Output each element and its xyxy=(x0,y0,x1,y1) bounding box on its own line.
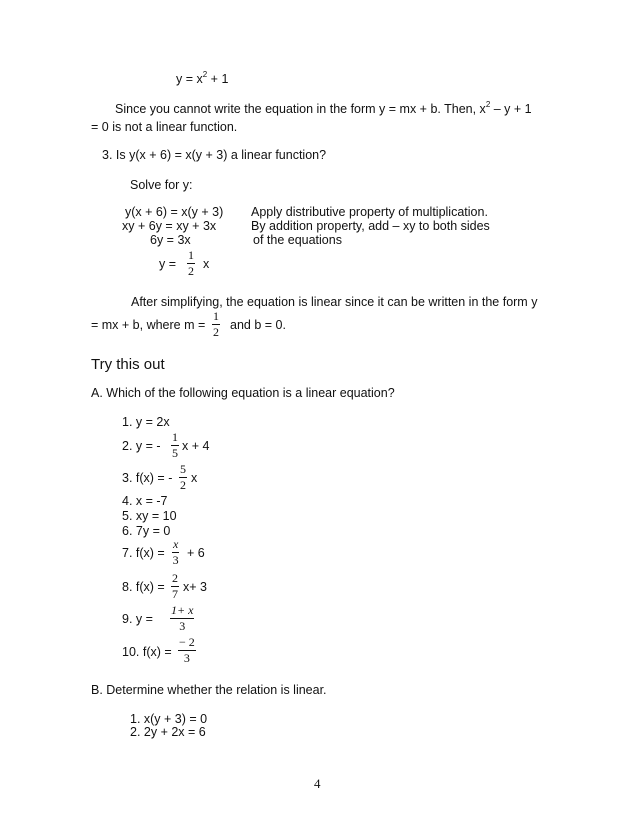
part-a-item-10-pre: 10. f(x) = xyxy=(122,645,172,659)
part-a-item-6: 6. 7y = 0 xyxy=(122,524,171,538)
part-a-item-7-post: + 6 xyxy=(187,546,205,560)
final-step-lhs: y = xyxy=(159,257,177,271)
paragraph-2-line-2b: and b = 0. xyxy=(230,318,286,332)
step-3-equation: 6y = 3x xyxy=(150,233,191,247)
page-number: 4 xyxy=(314,776,321,791)
paragraph-2-line-2a: = mx + b, where m = xyxy=(91,318,206,332)
step-1-equation: y(x + 6) = x(y + 3) xyxy=(125,205,224,219)
part-a-item-3-post: x xyxy=(191,471,198,485)
paragraph-2-line-1: After simplifying, the equation is linear since it can be written in the form y xyxy=(131,295,538,309)
part-a-item-4: 4. x = -7 xyxy=(122,494,168,508)
slope-fraction: $\frac{1}{2}$ xyxy=(213,309,219,339)
final-step-rhs: x xyxy=(203,257,210,271)
solve-for-label: Solve for y: xyxy=(130,178,193,192)
part-b-prompt: B. Determine whether the relation is linear. xyxy=(91,683,327,697)
step-2-note: By addition property, add – xy to both sides xyxy=(251,219,490,233)
part-b-item-1: 1. x(y + 3) = 0 xyxy=(130,712,208,726)
paragraph-1-line-1: Since you cannot write the equation in the form y = mx + b. Then, $x^2 - y + 1$ xyxy=(115,100,532,116)
part-a-item-5: 5. xy = 10 xyxy=(122,509,177,523)
paragraph-1-line-2: = 0 is not a linear function. xyxy=(91,120,238,134)
final-step-fraction: $\frac{1}{2}$ xyxy=(188,248,194,278)
part-a-item-2-pre: 2. y = - xyxy=(122,439,161,453)
step-3-note: of the equations xyxy=(253,233,342,247)
part-a-item-9-pre: 9. y = xyxy=(122,612,153,626)
part-a-item-3-fraction: $\frac{5}{2}$ xyxy=(180,462,186,492)
try-this-out-heading: Try this out xyxy=(91,356,165,373)
part-a-item-8-pre: 8. f(x) = xyxy=(122,580,165,594)
part-a-item-7-fraction: $\frac{x}{3}$ xyxy=(172,537,179,567)
part-a-item-2-fraction: $\frac{1}{5}$ xyxy=(172,430,178,460)
part-a-item-7-pre: 7. f(x) = xyxy=(122,546,165,560)
part-a-item-10-fraction: $\frac{- 2}{3}$ xyxy=(179,635,195,665)
part-a-item-3-pre: 3. f(x) = - xyxy=(122,471,173,485)
part-a-item-2-post: x + 4 xyxy=(182,439,210,453)
part-a-item-8-fraction: $\frac{2}{7}$ xyxy=(172,571,178,601)
part-a-item-8-post: x+ 3 xyxy=(183,580,207,594)
step-1-note: Apply distributive property of multiplication. xyxy=(251,205,488,219)
equation-y-x-squared: $y = x^2 + 1$ xyxy=(176,70,229,86)
part-a-item-9-fraction: $\frac{1+ x}{3}$ xyxy=(171,603,194,633)
part-a-item-1: 1. y = 2x xyxy=(122,415,170,429)
part-a-prompt: A. Which of the following equation is a linear equation? xyxy=(91,386,395,400)
part-b-item-2: 2. 2y + 2x = 6 xyxy=(130,725,206,739)
step-2-equation: xy + 6y = xy + 3x xyxy=(122,219,217,233)
question-3: 3. Is y(x + 6) = x(y + 3) a linear function? xyxy=(102,148,327,162)
